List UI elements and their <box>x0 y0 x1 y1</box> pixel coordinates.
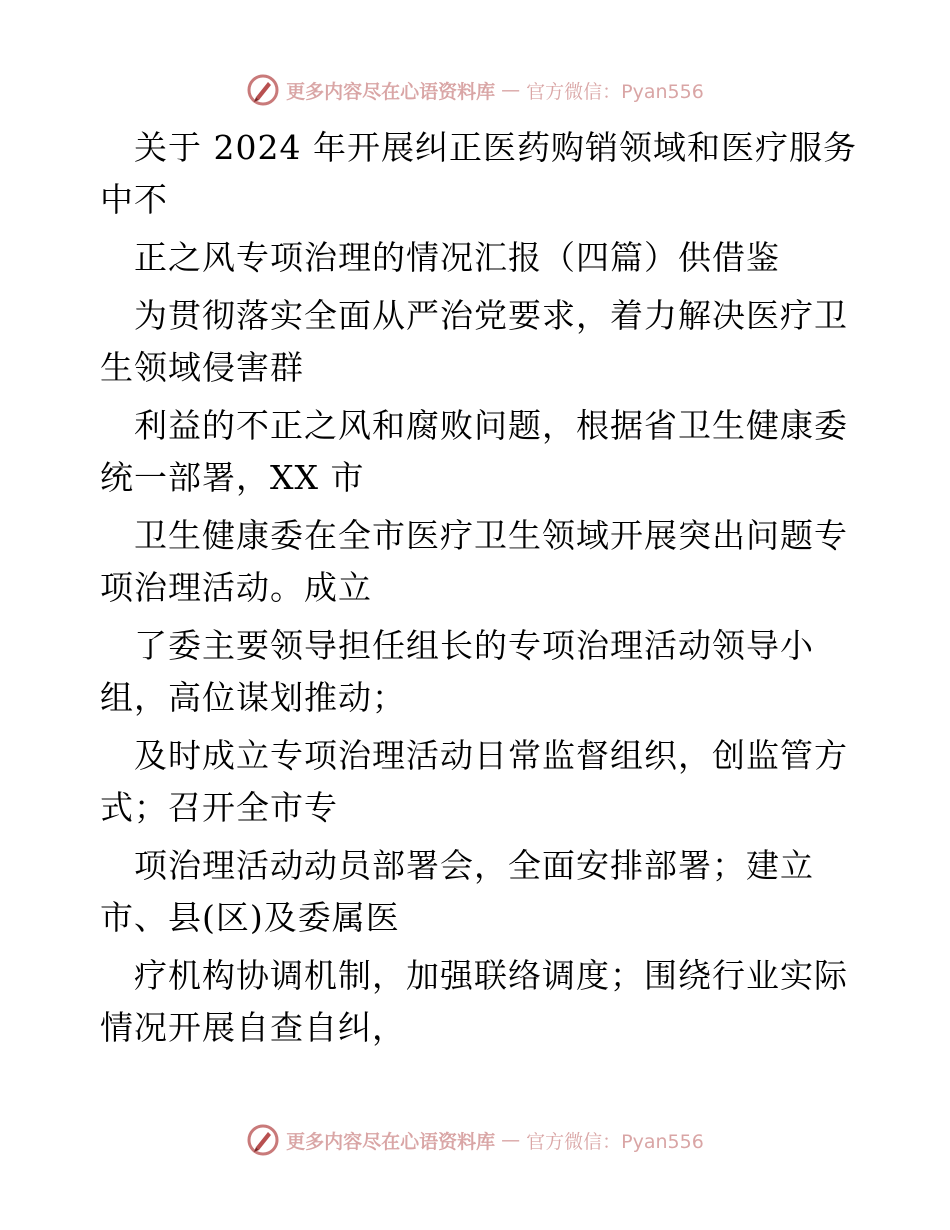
doc-line: 及时成立专项治理活动日常监督组织，创监管方 <box>134 736 848 775</box>
doc-line: 了委主要领导担任组长的专项治理活动领导小 <box>134 626 814 665</box>
watermark-brand-text: 更多内容尽在心语资料库 <box>286 80 496 103</box>
doc-line: 为贯彻落实全面从严治党要求，着力解决医疗卫 <box>134 296 848 335</box>
document-body <box>100 122 860 1054</box>
doc-line: 利益的不正之风和腐败问题，根据省卫生健康委 <box>134 406 848 445</box>
doc-line: 情况开展自查自纠， <box>100 1008 406 1047</box>
watermark-brand-text: 更多内容尽在心语资料库 <box>286 1130 496 1153</box>
doc-line: 疗机构协调机制，加强联络调度；围绕行业实际 <box>134 956 848 995</box>
doc-line: 正之风专项治理的情况汇报（四篇）供借鉴 <box>134 238 780 277</box>
doc-line: 式；召开全市专 <box>100 788 338 827</box>
watermark-wechat-text: 官方微信：Pyan556 <box>526 80 704 103</box>
pen-circle-logo-icon <box>246 73 280 107</box>
doc-line: 组，高位谋划推动； <box>100 678 406 717</box>
doc-line: 市、县(区)及委属医 <box>100 898 400 937</box>
pen-circle-logo-icon <box>246 1123 280 1157</box>
doc-line: 关于 2024 年开展纠正医药购销领域和医疗服务 <box>134 128 857 167</box>
doc-line: 项治理活动动员部署会，全面安排部署；建立 <box>134 846 814 885</box>
header-watermark <box>0 70 950 110</box>
watermark-wechat-text: 官方微信：Pyan556 <box>526 1130 704 1153</box>
doc-line: 项治理活动。成立 <box>100 568 372 607</box>
doc-line: 统一部署，XX 市 <box>100 458 365 497</box>
doc-line: 生领域侵害群 <box>100 348 304 387</box>
watermark-separator: — <box>501 1129 521 1151</box>
watermark-separator: — <box>501 79 521 101</box>
doc-line: 中不 <box>100 180 168 219</box>
footer-watermark <box>0 1120 950 1160</box>
doc-line: 卫生健康委在全市医疗卫生领域开展突出问题专 <box>134 516 848 555</box>
